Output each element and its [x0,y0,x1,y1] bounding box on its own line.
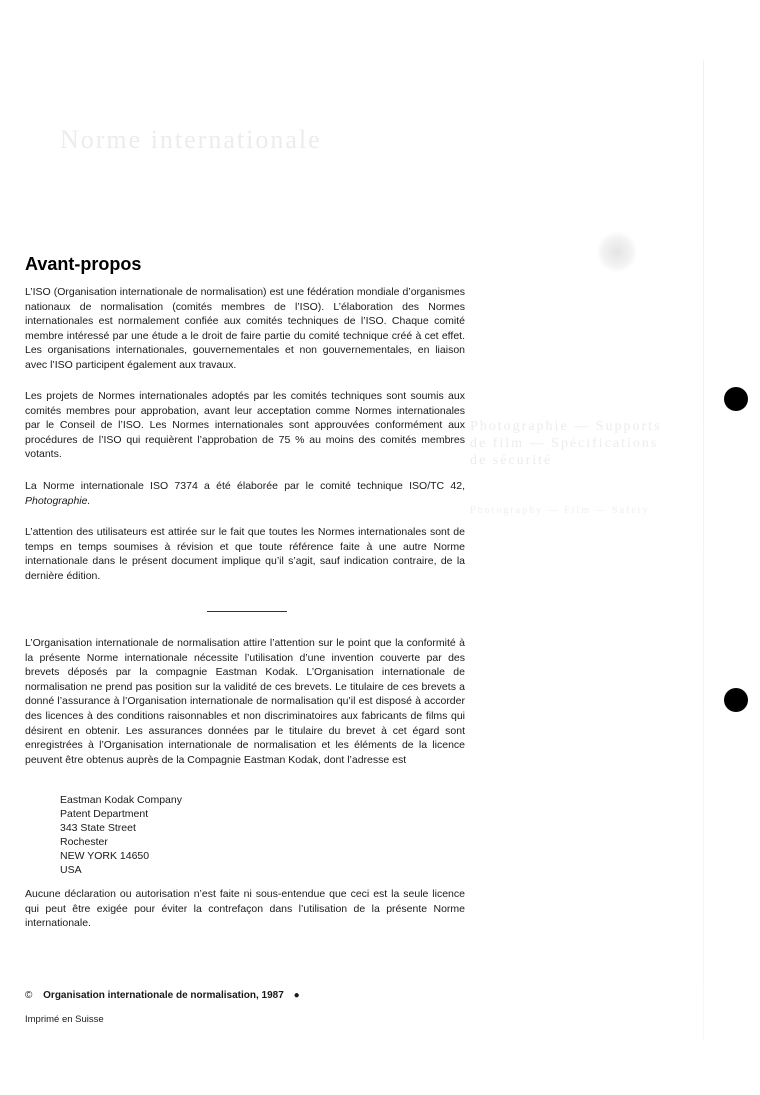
show-through-text: Norme internationale [60,125,322,154]
copyright-notice [25,989,300,1003]
address-line-state: NEW YORK 14650 [60,850,150,863]
paragraph-revision: L’attention des utilisateurs est attirée sur le fait que toutes les Normes internationales sont de temps en temps soumises à révision et que toute référence faite à une autre Norme internationale dans le présent document implique qu’il s’agit, sauf indication contraire, de la dernière édition. [25,526,465,582]
show-through-logo [598,232,636,272]
committee-title: Photographie. [25,494,91,507]
paragraph-iso-intro: L’ISO (Organisation internationale de normalisation) est une fédération mondiale d’organismes nationaux de normalisation (comités membres de l’ISO). L’élaboration des Normes internationales est normalement confiée aux comités techniques de l’ISO. Chaque comité membre intéressé par une étude a le droit de faire partie du comité technique créé à cet effet. Les organisations internationales, gouvernementales et non gouvernementales, en liaison avec l’ISO participent également aux travaux. [25,286,465,371]
show-through-text-note: Photography — Film — Safety [470,505,650,516]
committee-text: La Norme internationale ISO 7374 a été élaborée par le comité technique ISO/TC 42, [25,480,465,492]
paragraph-committee [25,479,465,508]
punch-hole-bottom [724,688,748,712]
paragraph-approval: Les projets de Normes internationales adoptés par les comités techniques sont soumis aux comités membres pour approbation, avant leur acceptation comme Normes internationales par le Conseil de l’ISO. Les Normes internationales sont approuvées conformément aux procédures de l’ISO qui requièrent l’approbation de 75 % au moins des comités membres votants. [25,390,465,461]
page-edge-shadow [703,60,704,1040]
punch-hole-top [724,387,748,411]
section-divider [207,611,287,612]
paragraph-patent: L’Organisation internationale de normalisation attire l’attention sur le point que la conformité à la présente Norme internationale nécessite l’utilisation d’une invention couverte par des brevets déposés par la compagnie Eastman Kodak. L’Organisation internationale de normalisation ne prend pas position sur la validité de ces brevets. Le titulaire de ces brevets a donné l’assurance à l’Organisation internationale de normalisation qu’il est disposé à accorder des licences à des conditions raisonnables et non discriminatoires aux fabricants de films qui désirent en obtenir. Les assurances données par le titulaire du brevet à cet égard sont enregistrées à l’Organisation internationale de normalisation et les éléments de la licence peuvent être obtenus auprès de la Compagnie Eastman Kodak, dont l’adresse est [25,637,465,766]
printed-in: Imprimé en Suisse [25,1014,104,1025]
copyright-text: Organisation internationale de normalisation, 1987 [43,990,284,1001]
show-through-text-side: Photographie — Supports de film — Spécifications de sécurité [470,419,662,468]
address-line-country: USA [60,864,82,877]
address-line-department: Patent Department [60,808,149,821]
patent-holder-address [60,793,182,878]
paragraph-disclaimer: Aucune déclaration ou autorisation n’est faite ni sous-entendue que ceci est la seule licence qui peut être exigée pour éviter la contrefaçon dans l’utilisation de la présente Norme internationale. [25,888,465,930]
bullet-icon: ● [293,990,300,1001]
address-line-city: Rochester [60,836,108,849]
address-line-company: Eastman Kodak Company [60,794,182,806]
copyright-symbol: © [25,990,33,1001]
page-title: Avant-propos [25,254,142,274]
address-line-street: 343 State Street [60,822,136,835]
